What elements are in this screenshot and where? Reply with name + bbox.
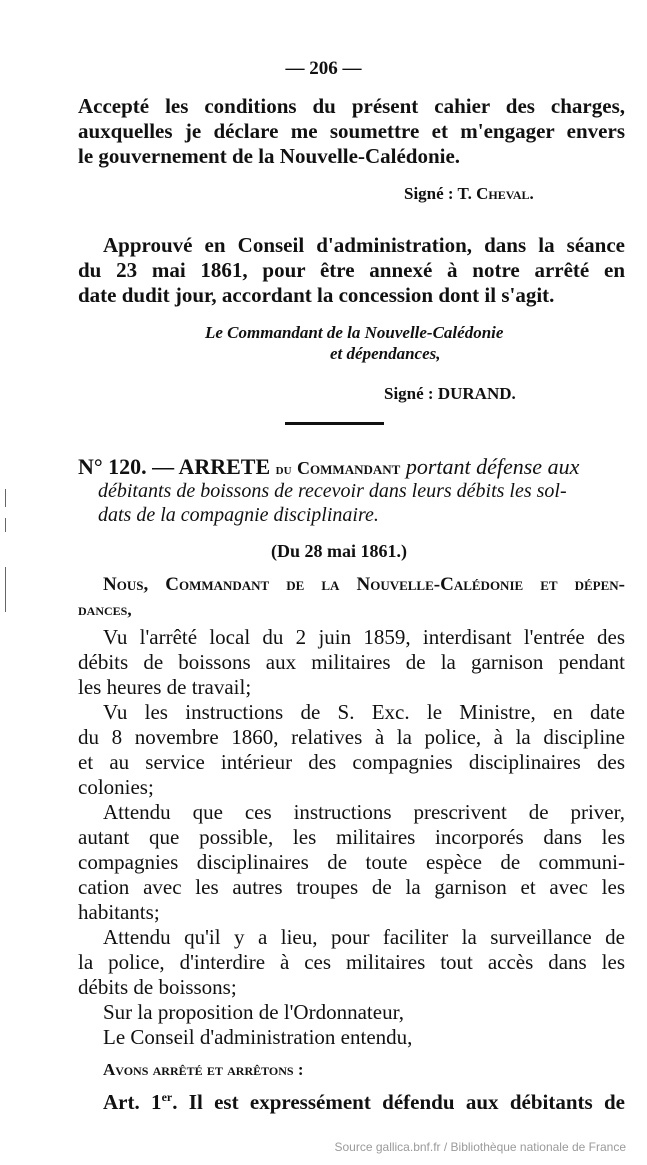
- body-line: du 8 novembre 1860, relatives à la police, à la discipline: [78, 725, 625, 749]
- body-line: Attendu que ces instructions prescrivent de priver,: [103, 800, 625, 824]
- body-line: Attendu qu'il y a lieu, pour faciliter la surveillance de: [103, 925, 625, 949]
- body-line: Le Conseil d'administration entendu,: [103, 1025, 413, 1049]
- resolution-line: Avons arrêté et arrêtons :: [103, 1060, 304, 1079]
- body-line: cation avec les autres troupes de la garnison et avec les: [78, 875, 625, 899]
- decree-subject-2: débitants de boissons de recevoir dans leurs débits les sol-: [98, 480, 567, 502]
- article-superscript: er: [161, 1090, 173, 1104]
- article-text: . Il est expressément défendu aux débitants de: [172, 1090, 626, 1114]
- approval-line-2: du 23 mai 1861, pour être annexé à notre arrêté en: [78, 258, 625, 282]
- body-line: compagnies disciplinaires de toute espèce de communi-: [78, 850, 625, 874]
- scan-margin-mark: [5, 518, 6, 532]
- body-line: Vu l'arrêté local du 2 juin 1859, interdisant l'entrée des: [103, 625, 625, 649]
- decree-subject-1: portant défense aux: [405, 454, 580, 479]
- page-number: — 206 —: [285, 58, 362, 79]
- scan-margin-mark: [5, 489, 6, 507]
- decree-date: (Du 28 mai 1861.): [271, 541, 407, 561]
- preamble-line-2: dances,: [78, 600, 132, 619]
- article-1-line: [103, 1084, 625, 1115]
- decree-subject-3: dats de la compagnie disciplinaire.: [98, 504, 379, 526]
- scan-margin-mark: [5, 567, 6, 612]
- section-divider: [285, 422, 384, 425]
- body-line: habitants;: [78, 900, 160, 924]
- body-line: Sur la proposition de l'Ordonnateur,: [103, 1000, 404, 1024]
- commander-title-line-1: Le Commandant de la Nouvelle-Calédonie: [205, 323, 504, 342]
- preamble-line-1: Nous, Commandant de la Nouvelle-Calédonie et dépen-: [103, 574, 625, 595]
- body-line: et au service intérieur des compagnies disciplinaires des: [78, 750, 625, 774]
- body-line: débits de boissons;: [78, 975, 237, 999]
- body-line: les heures de travail;: [78, 675, 252, 699]
- commander-title-line-2: et dépendances,: [330, 344, 441, 363]
- body-line: autant que possible, les militaires incorporés dans les: [78, 825, 625, 849]
- approval-line-3: date dudit jour, accordant la concession dont il s'agit.: [78, 283, 555, 307]
- signature-prefix: Signé : T.: [404, 184, 477, 203]
- decree-issuer-du: du: [275, 462, 292, 478]
- signature-name: Cheval.: [476, 184, 534, 203]
- acceptance-signature: [404, 181, 534, 207]
- source-footer: Source gallica.bnf.fr / Bibliothèque nationale de France: [334, 1140, 626, 1154]
- acceptance-line-1: Accepté les conditions du présent cahier des charges,: [78, 94, 625, 118]
- approval-line-1: Approuvé en Conseil d'administration, dans la séance: [103, 233, 625, 257]
- body-line: colonies;: [78, 775, 154, 799]
- decree-issuer: Commandant: [297, 458, 401, 478]
- acceptance-line-2: auxquelles je déclare me soumettre et m'engager envers: [78, 119, 625, 143]
- acceptance-line-3: le gouvernement de la Nouvelle-Calédonie.: [78, 144, 461, 168]
- body-line: la police, d'interdire à ces militaires tout accès dans les: [78, 950, 625, 974]
- body-line: Vu les instructions de S. Exc. le Ministre, en date: [103, 700, 625, 724]
- decree-number: N° 120. — ARRETE: [78, 454, 271, 479]
- article-label: Art. 1: [103, 1090, 162, 1114]
- approval-signature: Signé : DURAND.: [384, 384, 516, 403]
- body-line: débits de boissons aux militaires de la garnison pendant: [78, 650, 625, 674]
